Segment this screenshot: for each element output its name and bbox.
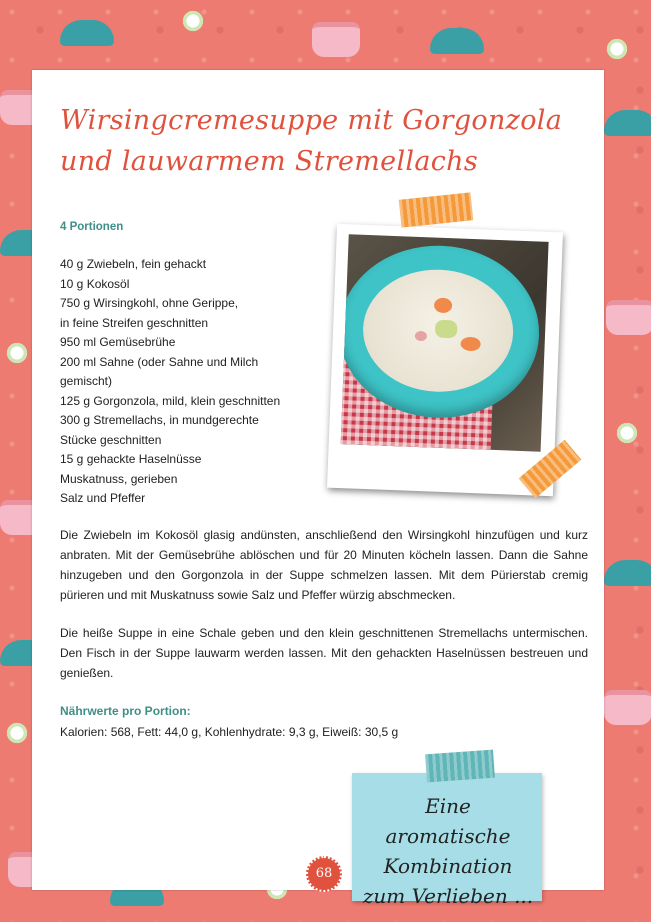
- cauliflower-icon: [180, 8, 206, 34]
- ingredient-item: 40 g Zwiebeln, fein gehackt: [60, 257, 207, 271]
- recipe-card: [32, 70, 604, 890]
- page-number: 68: [306, 856, 342, 892]
- pink-pot-icon: [312, 22, 360, 57]
- cauliflower-icon: [4, 720, 30, 746]
- ingredient-item: 950 ml Gemüsebrühe: [60, 335, 176, 349]
- teal-pot-icon: [604, 110, 651, 136]
- soup-bowl: [341, 242, 543, 422]
- ingredient-item: 200 ml Sahne (oder Sahne und Milch: [60, 354, 259, 369]
- cauliflower-icon: [604, 36, 630, 62]
- salmon-piece: [460, 337, 481, 352]
- ingredient-list: [60, 255, 280, 509]
- soup-photo: [341, 234, 549, 452]
- nutrition-heading: Nährwerte pro Portion:: [60, 704, 191, 718]
- ingredient-item: Muskatnuss, gerieben: [60, 471, 178, 486]
- cabbage-garnish: [435, 320, 458, 339]
- ingredient-item: 10 g Kokosöl: [60, 276, 130, 291]
- recipe-title: Wirsingcremesuppe mit Gorgonzola und lauwarmem Stremellachs: [60, 105, 563, 177]
- cauliflower-icon: [614, 420, 640, 446]
- ingredient-item: gemischt): [60, 374, 113, 388]
- sticky-note: [352, 773, 542, 908]
- method-paragraph: Die heiße Suppe in eine Schale geben und den klein geschnittenen Stremellachs untermischen. Den Fisch in der Suppe lauwarm werden lassen. Mit den gehackten Haselnüssen bestreuen und genießen.: [60, 626, 588, 680]
- note-text: Eine aromatische Kombination zum Verlieben ...: [362, 794, 534, 908]
- soup-photo-frame: [327, 224, 563, 496]
- pink-pot-icon: [606, 300, 651, 335]
- ingredient-item: Stücke geschnitten: [60, 432, 162, 447]
- note-tape: [425, 750, 495, 783]
- servings-label: 4 Portionen: [60, 221, 124, 233]
- ingredient-item: 15 g gehackte Haselnüsse: [60, 452, 202, 466]
- soup-surface: [361, 267, 516, 395]
- nutrition-values: Kalorien: 568, Fett: 44,0 g, Kohlenhydrate: 9,3 g, Eiweiß: 30,5 g: [60, 725, 399, 739]
- method-paragraph: Die Zwiebeln im Kokosöl glasig andünsten, anschließend den Wirsingkohl hinzufügen und kurz anbraten. Mit der Gemüsebrühe ablöschen und für 20 Minuten köcheln lassen. Dann die Sahne hinzugeben und den Gorgonzola in der Suppe schmelzen lassen. Mit dem Pürierstab cremig pürieren und mit Muskatnuss sowie Salz und Pfeffer würzig abschmecken.: [60, 528, 588, 602]
- teal-pot-icon: [430, 28, 484, 54]
- salmon-piece: [434, 298, 453, 314]
- ingredient-item: 750 g Wirsingkohl, ohne Gerippe,: [60, 296, 239, 310]
- ingredient-item: Salz und Pfeffer: [60, 491, 146, 505]
- teal-pot-icon: [604, 560, 651, 586]
- salmon-piece: [415, 331, 427, 341]
- washi-tape: [399, 192, 474, 227]
- cauliflower-icon: [4, 340, 30, 366]
- ingredient-item: in feine Streifen geschnitten: [60, 315, 209, 330]
- teal-pot-icon: [60, 20, 114, 46]
- ingredient-item: 125 g Gorgonzola, mild, klein geschnitten: [60, 393, 281, 408]
- pink-pot-icon: [604, 690, 651, 725]
- ingredient-item: 300 g Stremellachs, in mundgerechte: [60, 413, 259, 427]
